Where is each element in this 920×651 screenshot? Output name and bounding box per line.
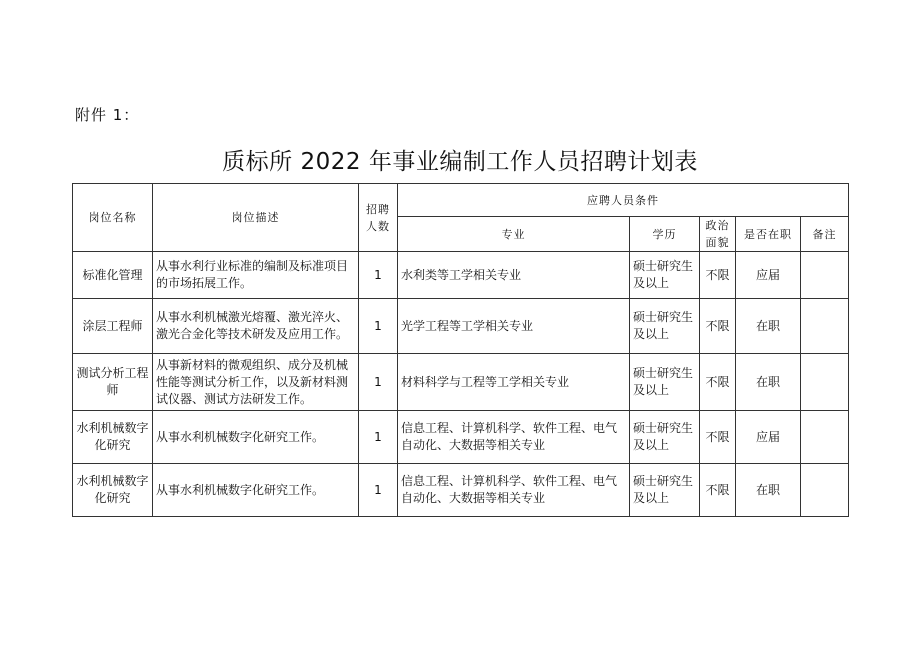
header-major: 专业 bbox=[398, 217, 630, 252]
political-cell: 不限 bbox=[700, 464, 736, 517]
table-header-row bbox=[73, 184, 849, 217]
remarks-cell bbox=[801, 252, 849, 299]
recruit-count-cell: 1 bbox=[359, 464, 398, 517]
position-desc-cell: 从事水利机械数字化研究工作。 bbox=[153, 411, 359, 464]
political-cell: 不限 bbox=[700, 252, 736, 299]
table-row bbox=[73, 299, 849, 354]
position-name-cell: 测试分析工程师 bbox=[73, 354, 153, 411]
position-name-cell: 水利机械数字化研究 bbox=[73, 464, 153, 517]
header-political: 政治面貌 bbox=[700, 217, 736, 252]
education-cell: 硕士研究生及以上 bbox=[630, 354, 700, 411]
employed-cell: 在职 bbox=[736, 299, 801, 354]
position-desc-cell: 从事水利机械数字化研究工作。 bbox=[153, 464, 359, 517]
header-position-name: 岗位名称 bbox=[73, 184, 153, 252]
major-cell: 光学工程等工学相关专业 bbox=[398, 299, 630, 354]
recruit-count-cell: 1 bbox=[359, 252, 398, 299]
major-cell: 信息工程、计算机科学、软件工程、电气自动化、大数据等相关专业 bbox=[398, 411, 630, 464]
position-name-cell: 标准化管理 bbox=[73, 252, 153, 299]
table-row bbox=[73, 252, 849, 299]
table-row bbox=[73, 354, 849, 411]
position-desc-cell: 从事水利机械激光熔覆、激光淬火、激光合金化等技术研发及应用工作。 bbox=[153, 299, 359, 354]
remarks-cell bbox=[801, 299, 849, 354]
header-requirements: 应聘人员条件 bbox=[398, 184, 849, 217]
recruitment-plan-table bbox=[72, 183, 849, 517]
header-employed: 是否在职 bbox=[736, 217, 801, 252]
education-cell: 硕士研究生及以上 bbox=[630, 411, 700, 464]
attachment-label: 附件 1： bbox=[75, 106, 140, 124]
employed-cell: 应届 bbox=[736, 411, 801, 464]
recruit-count-cell: 1 bbox=[359, 299, 398, 354]
position-name-cell: 涂层工程师 bbox=[73, 299, 153, 354]
remarks-cell bbox=[801, 354, 849, 411]
recruit-count-cell: 1 bbox=[359, 354, 398, 411]
major-cell: 材料科学与工程等工学相关专业 bbox=[398, 354, 630, 411]
employed-cell: 在职 bbox=[736, 464, 801, 517]
political-cell: 不限 bbox=[700, 411, 736, 464]
table-row bbox=[73, 464, 849, 517]
political-cell: 不限 bbox=[700, 354, 736, 411]
political-cell: 不限 bbox=[700, 299, 736, 354]
header-education: 学历 bbox=[630, 217, 700, 252]
remarks-cell bbox=[801, 464, 849, 517]
major-cell: 信息工程、计算机科学、软件工程、电气自动化、大数据等相关专业 bbox=[398, 464, 630, 517]
position-desc-cell: 从事水利行业标准的编制及标准项目的市场拓展工作。 bbox=[153, 252, 359, 299]
table-row bbox=[73, 411, 849, 464]
employed-cell: 在职 bbox=[736, 354, 801, 411]
position-desc-cell: 从事新材料的微观组织、成分及机械性能等测试分析工作，以及新材料测试仪器、测试方法研发工作。 bbox=[153, 354, 359, 411]
header-recruit-count: 招聘人数 bbox=[359, 184, 398, 252]
header-position-desc: 岗位描述 bbox=[153, 184, 359, 252]
education-cell: 硕士研究生及以上 bbox=[630, 299, 700, 354]
header-remarks: 备注 bbox=[801, 217, 849, 252]
remarks-cell bbox=[801, 411, 849, 464]
education-cell: 硕士研究生及以上 bbox=[630, 464, 700, 517]
employed-cell: 应届 bbox=[736, 252, 801, 299]
recruit-count-cell: 1 bbox=[359, 411, 398, 464]
document-title: 质标所 2022 年事业编制工作人员招聘计划表 bbox=[222, 149, 698, 175]
position-name-cell: 水利机械数字化研究 bbox=[73, 411, 153, 464]
education-cell: 硕士研究生及以上 bbox=[630, 252, 700, 299]
major-cell: 水利类等工学相关专业 bbox=[398, 252, 630, 299]
